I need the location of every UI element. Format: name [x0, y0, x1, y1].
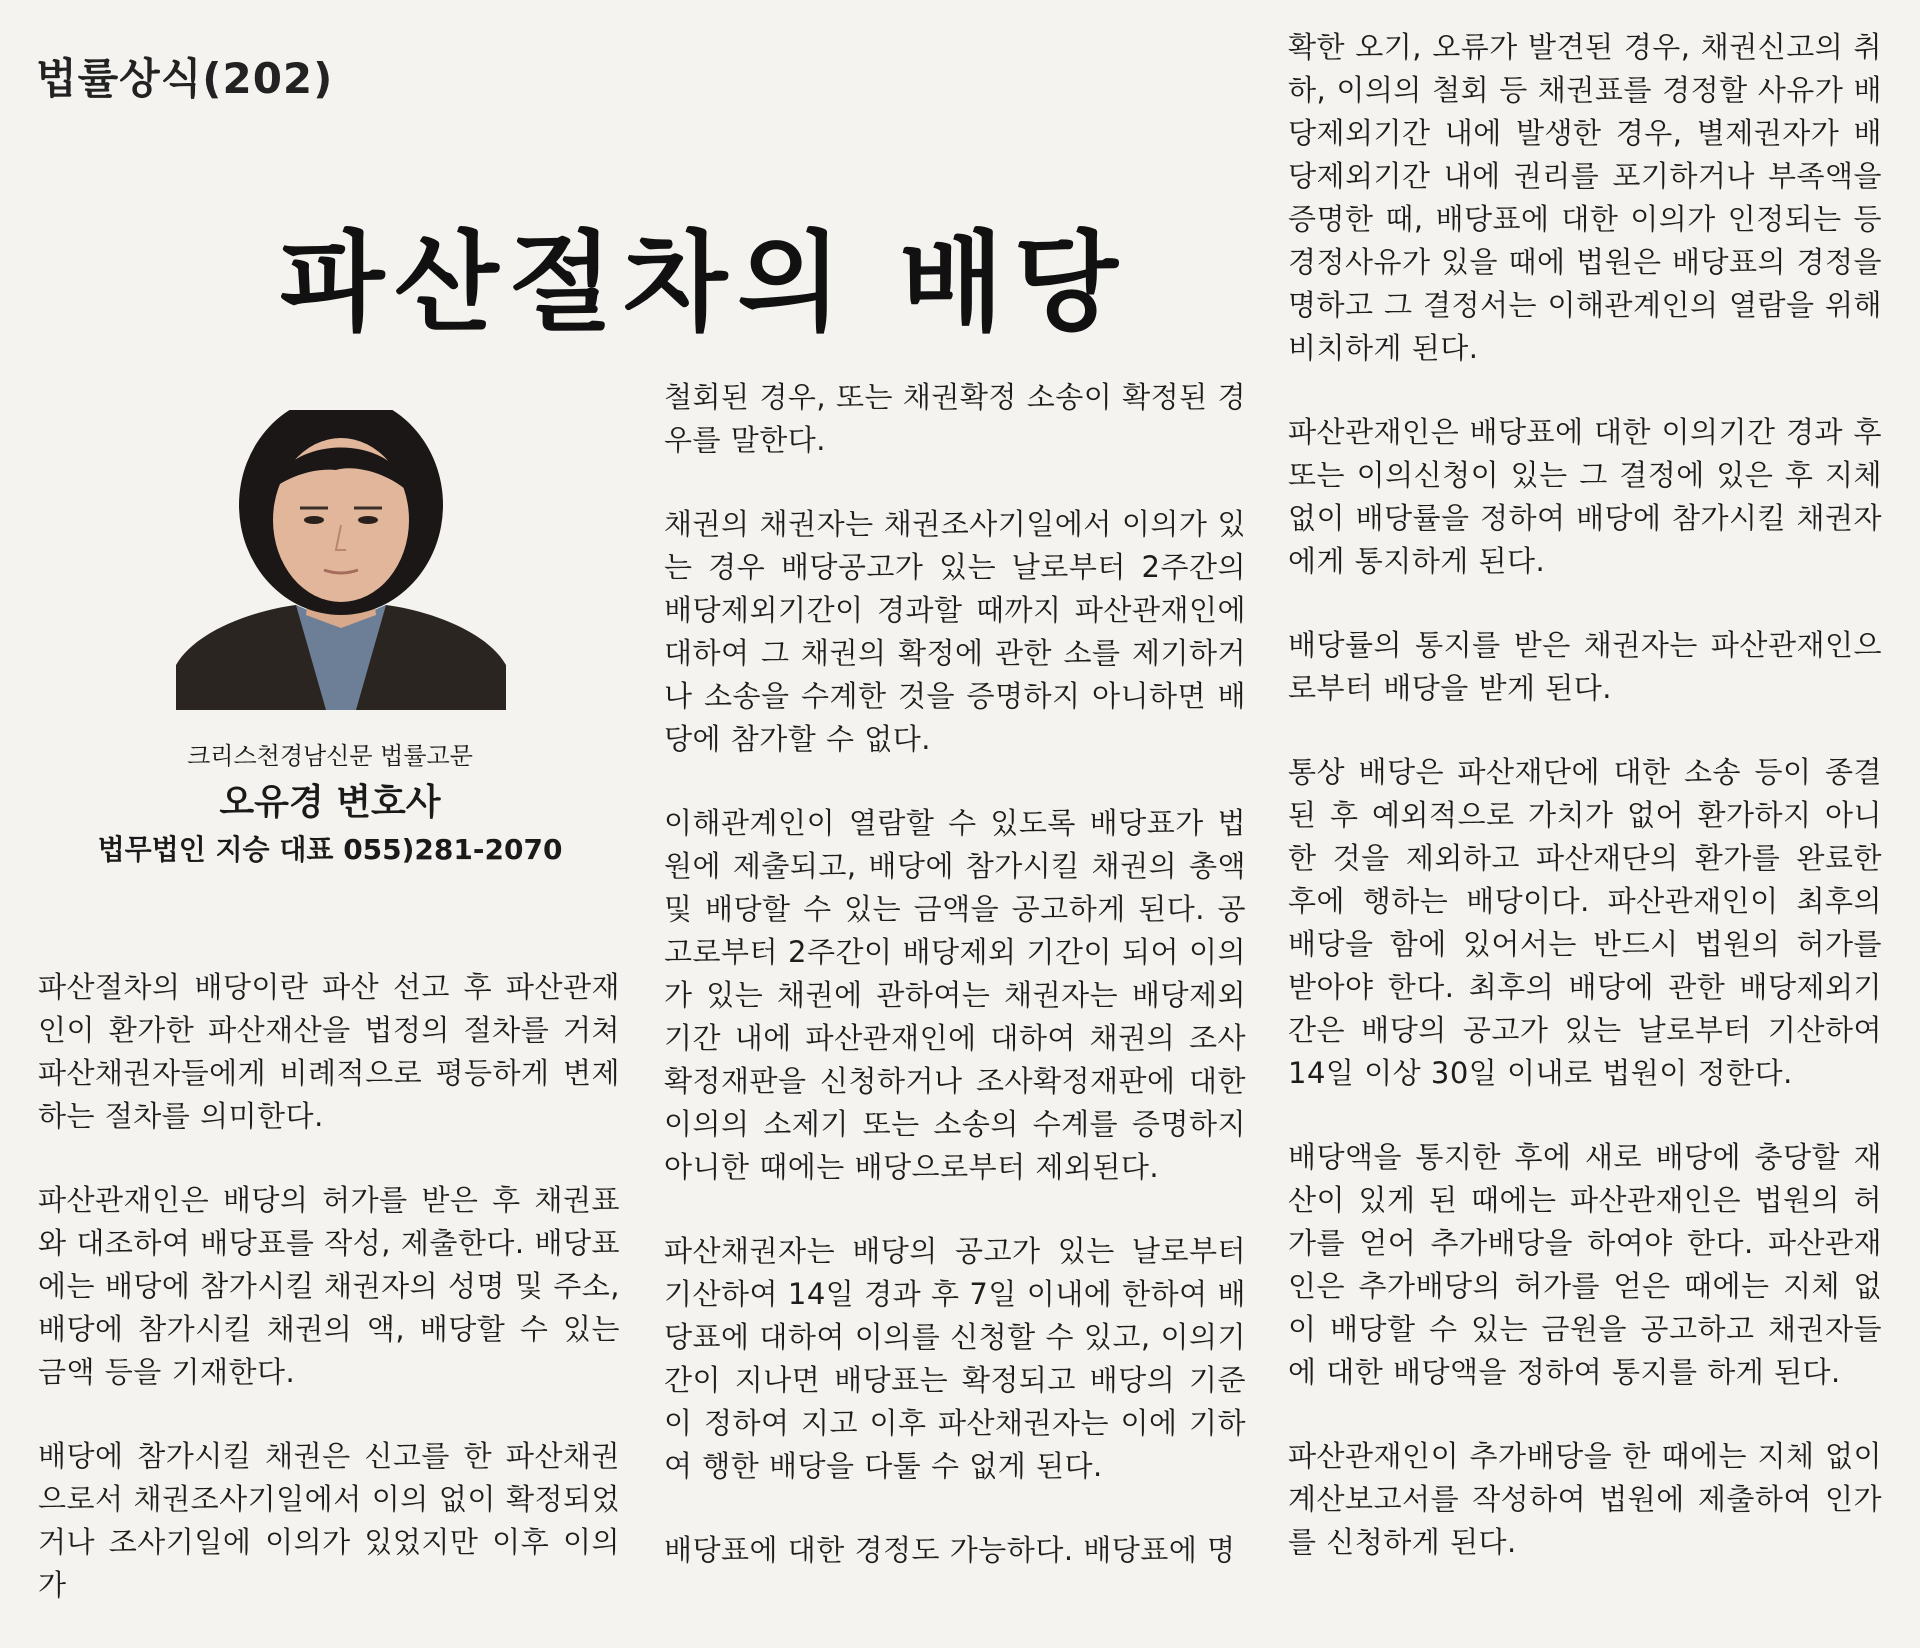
- article-column-2: [664, 376, 1246, 1613]
- paragraph: 통상 배당은 파산재단에 대한 소송 등이 종결된 후 예외적으로 가치가 없어 환가하지 아니한 것을 제외하고 파산재단의 환가를 완료한 후에 행하는 배당이다. 파산관재인이 최후의 배당을 함에 있어서는 반드시 법원의 허가를 받아야 한다. 최후의 배당에 관한 배당제외기간은 배당의 공고가 있는 날로부터 기산하여 14일 이상 30일 이내로 법원이 정한다.: [1288, 755, 1882, 1090]
- article-column-3: [1288, 26, 1882, 1605]
- paragraph: 파산관재인이 추가배당을 한 때에는 지체 없이 계산보고서를 작성하여 법원에 제출하여 인가를 신청하게 된다.: [1288, 1439, 1882, 1559]
- paragraph: 배당표에 대한 경정도 가능하다. 배당표에 명: [664, 1533, 1236, 1567]
- author-name: 오유경 변호사: [219, 782, 441, 823]
- paragraph: 배당액을 통지한 후에 새로 배당에 충당할 재산이 있게 된 때에는 파산관재인은 법원의 허가를 얻어 추가배당을 하여야 한다. 파산관재인은 추가배당의 허가를 얻은 때에는 지체 없이 배당할 수 있는 금원을 공고하고 채권자들에 대한 배당액을 정하여 통지를 하게 된다.: [1288, 1140, 1882, 1389]
- paragraph: 파산채권자는 배당의 공고가 있는 날로부터 기산하여 14일 경과 후 7일 이내에 한하여 배당표에 대하여 이의를 신청할 수 있고, 이의기간이 지나면 배당표는 확정되고 배당의 기준이 정하여 지고 이후 파산채권자는 이에 기하여 행한 배당을 다툴 수 없게 된다.: [664, 1234, 1246, 1483]
- paragraph: 배당률의 통지를 받은 채권자는 파산관재인으로부터 배당을 받게 된다.: [1288, 628, 1882, 705]
- series-label: 법률상식(202): [36, 54, 334, 103]
- author-photo: [176, 410, 506, 710]
- article-title: 파산절차의 배당: [280, 221, 1128, 346]
- author-affiliation: 크리스천경남신문 법률고문: [187, 742, 473, 770]
- author-office: 법무법인 지승 대표 055)281-2070: [97, 833, 563, 866]
- paragraph: 철회된 경우, 또는 채권확정 소송이 확정된 경우를 말한다.: [664, 380, 1246, 457]
- paragraph: 확한 오기, 오류가 발견된 경우, 채권신고의 취하, 이의의 철회 등 채권표를 경정할 사유가 배당제외기간 내에 발생한 경우, 별제권자가 배당제외기간 내에 권리를 포기하거나 부족액을 증명한 때, 배당표에 대한 이의가 인정되는 등 경정사유가 있을 때에 법원은 배당표의 경정을 명하고 그 결정서는 이해관계인의 열람을 위해 비치하게 된다.: [1288, 30, 1882, 365]
- paragraph: 이해관계인이 열람할 수 있도록 배당표가 법원에 제출되고, 배당에 참가시킬 채권의 총액 및 배당할 수 있는 금액을 공고하게 된다. 공고로부터 2주간이 배당제외 기간이 되어 이의가 있는 채권에 관하여는 채권자는 배당제외기간 내에 파산관재인에 대하여 채권의 조사확정재판을 신청하거나 조사확정재판에 대한 이의의 소제기 또는 소송의 수계를 증명하지 아니한 때에는 배당으로부터 제외된다.: [664, 806, 1246, 1184]
- paragraph: 파산관재인은 배당의 허가를 받은 후 채권표와 대조하여 배당표를 작성, 제출한다. 배당표에는 배당에 참가시킬 채권자의 성명 및 주소, 배당에 참가시킬 채권의 액, 배당할 수 있는 금액 등을 기재한다.: [38, 1183, 620, 1389]
- article-column-1: [38, 966, 620, 1648]
- paragraph: 채권의 채권자는 채권조사기일에서 이의가 있는 경우 배당공고가 있는 날로부터 2주간의 배당제외기간이 경과할 때까지 파산관재인에 대하여 그 채권의 확정에 관한 소를 제기하거나 소송을 수계한 것을 증명하지 아니하면 배당에 참가할 수 없다.: [664, 507, 1246, 756]
- paragraph: 배당에 참가시킬 채권은 신고를 한 파산채권으로서 채권조사기일에서 이의 없이 확정되었거나 조사기일에 이의가 있었지만 이후 이의가: [38, 1439, 620, 1602]
- paragraph: 파산관재인은 배당표에 대한 이의기간 경과 후 또는 이의신청이 있는 그 결정에 있은 후 지체 없이 배당률을 정하여 배당에 참가시킬 채권자에게 통지하게 된다.: [1288, 415, 1882, 578]
- paragraph: 파산절차의 배당이란 파산 선고 후 파산관재인이 환가한 파산재산을 법정의 절차를 거쳐 파산채권자들에게 비례적으로 평등하게 변제하는 절차를 의미한다.: [38, 970, 620, 1133]
